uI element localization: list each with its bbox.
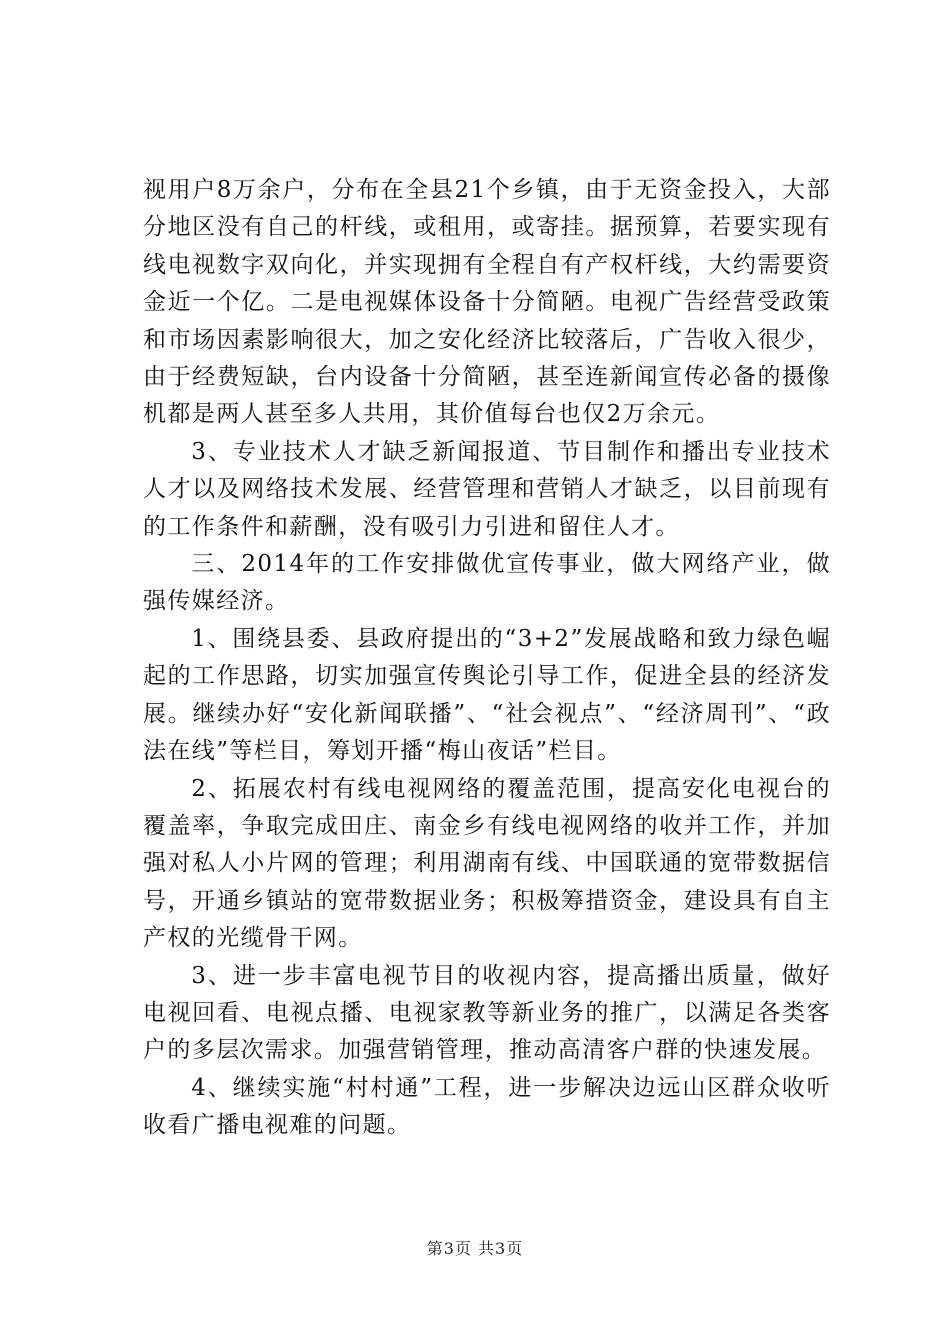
paragraph-2014-plan-heading: 三、2014年的工作安排做优宣传事业，做大网络产业，做强传媒经济。 [143,551,831,615]
paragraph-talent-shortage: 3、专业技术人才缺乏新闻报道、节目制作和播出专业技术人才以及网络技术发展、经营管理和营销人才缺乏，以目前现有的工作条件和薪酬，没有吸引力引进和留住人才。 [143,438,831,540]
paragraph-plan-item-4: 4、继续实施“村村通”工程，进一步解决边远山区群众收听收看广播电视难的问题。 [143,1074,831,1139]
document-body [143,172,831,1145]
paragraph-plan-item-1: 1、围绕县委、县政府提出的“3+2”发展战略和致力绿色崛起的工作思路，切实加强宣传舆论引导工作，促进全县的经济发展。继续办好“安化新闻联播”、“社会视点”、“经济周刊”、“政法在线”等栏目，筹划开播“梅山夜话”栏目。 [143,625,831,765]
page-number-footer: 第3页 共3页 [426,1239,524,1258]
paragraph-continued: 视用户8万余户，分布在全县21个乡镇，由于无资金投入，大部分地区没有自己的杆线，或租用，或寄挂。据预算，若要实现有线电视数字双向化，并实现拥有全程自有产权杆线，大约需要资金近一个亿。二是电视媒体设备十分简陋。电视广告经营受政策和市场因素影响很大，加之安化经济比较落后，广告收入很少，由于经费短缺，台内设备十分简陋，甚至连新闻宣传必备的摄像机都是两人甚至多人共用，其价值每台也仅2万余元。 [143,177,831,428]
paragraph-plan-item-3: 3、进一步丰富电视节目的收视内容，提高播出质量，做好电视回看、电视点播、电视家教等新业务的推广，以满足各类客户的多层次需求。加强营销管理，推动高清客户群的快速发展。 [143,962,831,1064]
paragraph-plan-item-2: 2、拓展农村有线电视网络的覆盖范围，提高安化电视台的覆盖率，争取完成田庄、南金乡有线电视网络的收并工作，并加强对私人小片网的管理；利用湖南有线、中国联通的宽带数据信号，开通乡镇站的宽带数据业务；积极筹措资金，建设具有自主产权的光缆骨干网。 [143,775,831,952]
